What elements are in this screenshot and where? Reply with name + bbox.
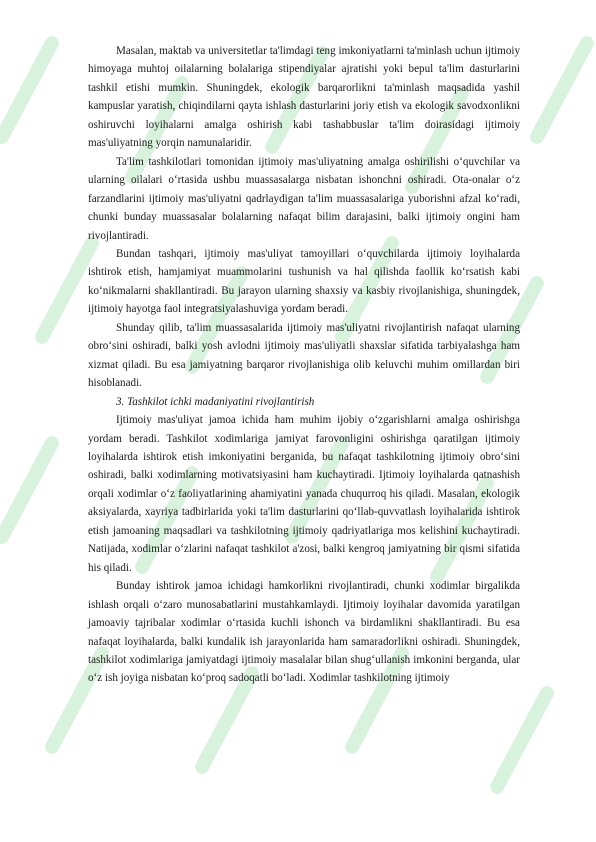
body-paragraph: Bundan tashqari, ijtimoiy mas'uliyat tamoyillari o‘quvchilarda ijtimoiy loyihalarda ishtirok etish, hamjamiyat muammolarini tushunish va hal qilishda faollik ko‘rsatish kabi ko‘nikmalarni shakllantiradi. Bu jarayon ularning shaxsiy va kasbiy rivojlanishiga, shuningdek, ijtimoiy hayotga faol integratsiyalashuviga yordam beradi. [88, 247, 520, 316]
body-paragraph: Bunday ishtirok jamoa ichidagi hamkorlikni rivojlantiradi, chunki xodimlar birgalikda ishlash orqali o‘zaro munosabatlarini mustahkamlaydi. Ijtimoiy loyihalar davomida yaratilgan jamoaviy tajribalar xodimlar o‘rtasida kuchli ishonch va birdamlikni shakllantiradi. Bu esa nafaqat loyihalarda, balki kundalik ish jarayonlarida ham samaradorlikni oshiradi. Shuningdek, tashkilot xodimlariga jamiyatdagi ijtimoiy masalalar bilan shug‘ullanish imkonini berganda, ular o‘z ish joyiga nisbatan ko‘proq sadoqatli bo‘ladi. Xodimlar tashkilotning ijtimoiy [88, 580, 520, 685]
body-paragraph: Shunday qilib, ta'lim muassasalarida ijtimoiy mas'uliyatni rivojlantirish nafaqat ularning obro‘sini oshiradi, balki yosh avlodni ijtimoiy mas'uliyatli shaxslar sifatida tarbiyalashga ham xizmat qiladi. Bu esa jamiyatning barqaror rivojlanishiga olib keluvchi muhim omillardan biri hisoblanadi. [88, 321, 520, 390]
watermark-stripe [488, 684, 557, 797]
document-body [88, 42, 520, 688]
section-heading: 3. Tashkilot ichki madaniyatini rivojlantirish [116, 395, 315, 408]
body-paragraph: Masalan, maktab va universitetlar ta'limdagi teng imkoniyatlarni ta'minlash uchun ijtimoiy himoyaga muhtoj oilalarning bolalariga stipendiyalar ajratishi yoki bepul ta'lim dasturlarini tashkil etishi mumkin. Shuningdek, ekologik barqarorlikni ta'minlash maqsadida yashil kampuslar yaratish, chiqindilarni qayta ishlash dasturlarini joriy etish va ekologik savodxonlikni oshiruvchi loyihalarni amalga oshirish kabi tashabbuslar ta'lim doirasidagi ijtimoiy mas'uliyatning yorqin namunalaridir. [88, 45, 520, 150]
watermark-stripe [0, 434, 61, 547]
body-paragraph: Ta'lim tashkilotlari tomonidan ijtimoiy mas'uliyatning amalga oshirilishi o‘quvchilar va ularning oilalari o‘rtasida ushbu muassasalarga nisbatan ishonchni oshiradi. Ota-onalar o‘z farzandlarini ijtimoiy mas'uliyatni qadrlaydigan ta'lim muassasalariga yuborishni afzal ko‘radi, chunki bunday muassasalar bolalarning nafaqat bilim darajasini, balki ijtimoiy ongini ham rivojlantiradi. [88, 155, 520, 242]
watermark-stripe [528, 34, 596, 147]
body-paragraph: Ijtimoiy mas'uliyat jamoa ichida ham muhim ijobiy o‘zgarishlarni amalga oshirishga yordam beradi. Tashkilot xodimlariga jamiyat farovonligini oshirishga qaratilgan ijtimoiy loyihalarda ishtirok etish imkoniyatini berganida, bu nafaqat tashkilotning ijtimoiy obro‘sini oshiradi, balki xodimlarning motivatsiyasini ham kuchaytiradi. Ijtimoiy loyihalarda qatnashish orqali xodimlar o‘z faoliyatlarining ahamiyatini yanada chuqurroq his qiladi. Masalan, ekologik aksiyalarda, xayriya tadbirlarida yoki ta'lim dasturlarini qo‘llab-quvvatlash loyihalarida ishtirok etish jamoaning maqsadlari va tashkilotning ijtimoiy qadriyatlariga mos kelishini kuchaytiradi. Natijada, xodimlar o‘zlarini nafaqat tashkilot a'zosi, balki kengroq jamiyatning bir qismi sifatida his qiladi. [88, 414, 520, 574]
watermark-stripe [0, 34, 61, 147]
